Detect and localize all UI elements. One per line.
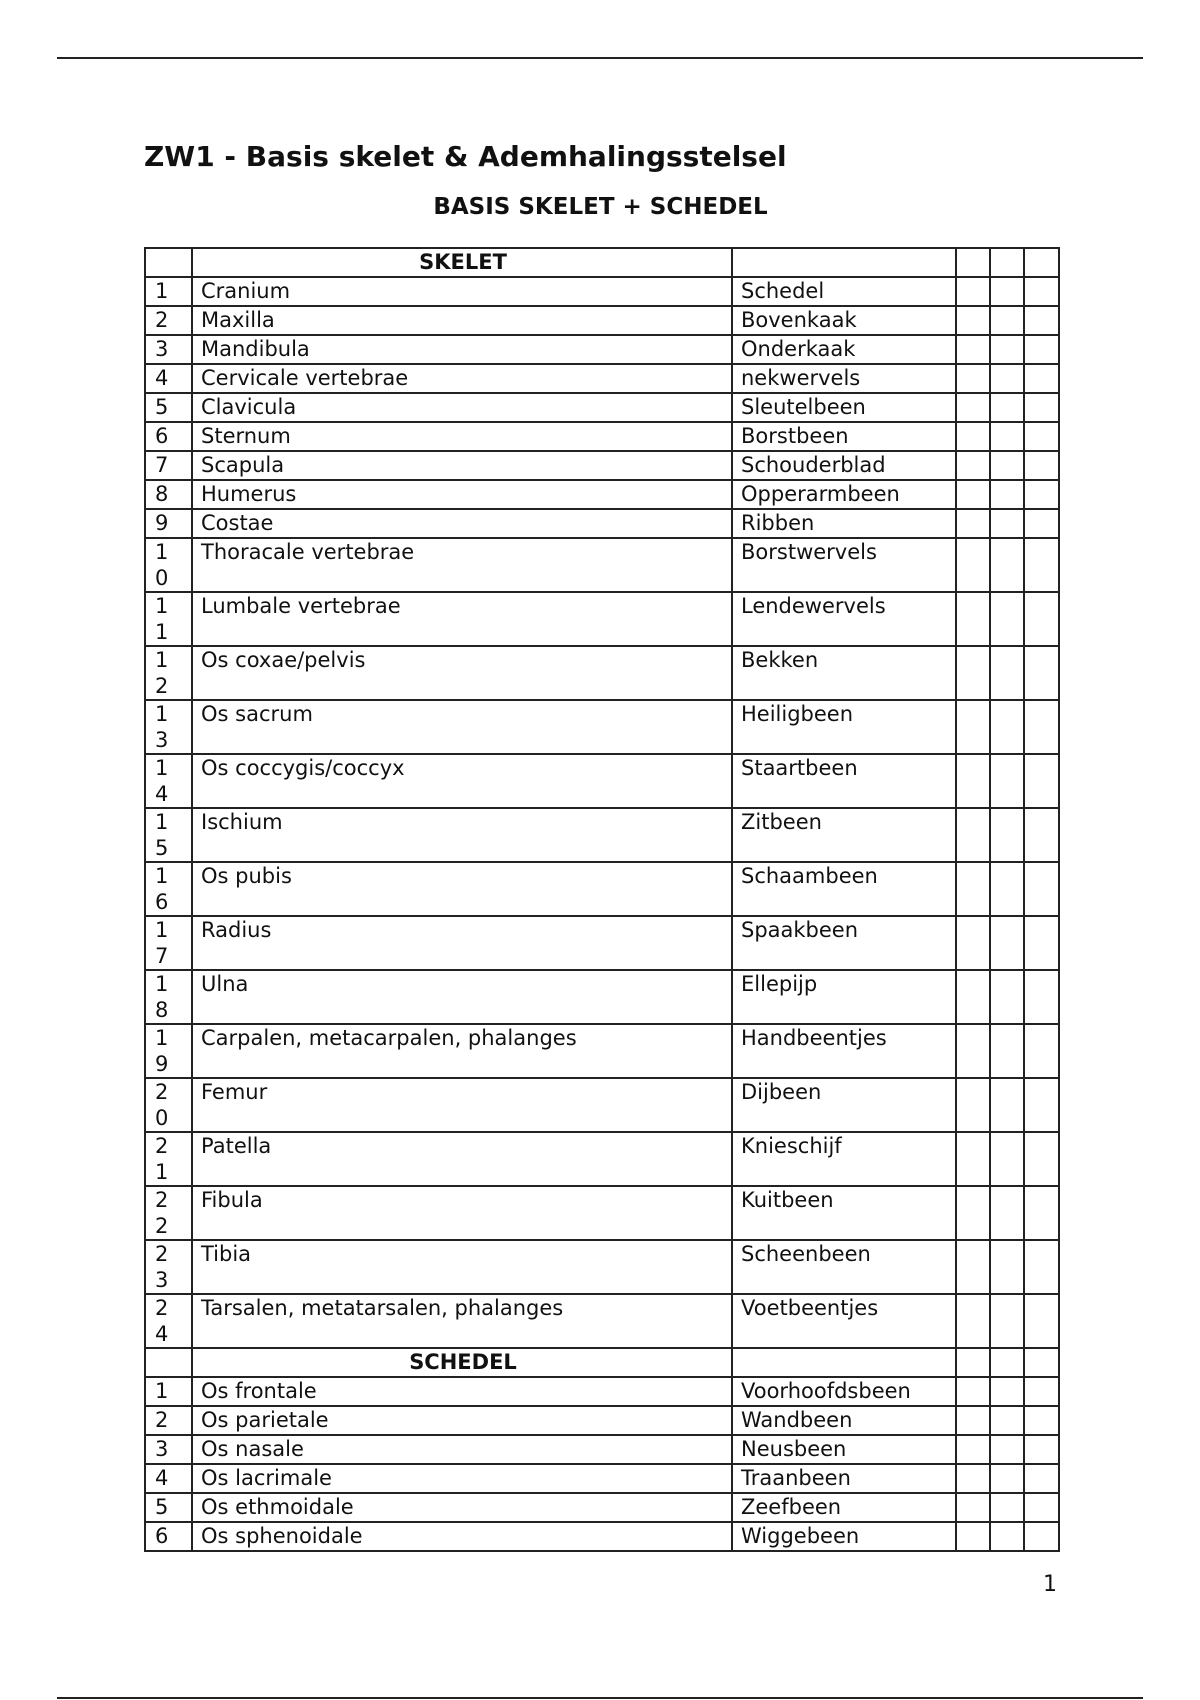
latin-name: Os sacrum xyxy=(192,700,732,754)
row-number: 21 xyxy=(145,1132,192,1186)
check-cell[interactable] xyxy=(1024,1493,1059,1522)
check-cell[interactable] xyxy=(956,808,990,862)
row-number: 11 xyxy=(145,592,192,646)
check-cell[interactable] xyxy=(1024,808,1059,862)
check-cell[interactable] xyxy=(956,1377,990,1406)
dutch-name: Neusbeen xyxy=(732,1435,956,1464)
table-row xyxy=(145,1186,1059,1240)
dutch-name: Dijbeen xyxy=(732,1078,956,1132)
check-cell[interactable] xyxy=(956,1493,990,1522)
page-number: 1 xyxy=(1043,1572,1057,1597)
table-row xyxy=(145,1377,1059,1406)
check-cell[interactable] xyxy=(1024,862,1059,916)
row-number: 5 xyxy=(145,1493,192,1522)
check-cell[interactable] xyxy=(990,1132,1024,1186)
table-row xyxy=(145,970,1059,1024)
section-heading: SKELET xyxy=(192,248,732,277)
check-cell[interactable] xyxy=(1024,1348,1059,1377)
heading-dutch-cell xyxy=(732,248,956,277)
check-cell[interactable] xyxy=(990,700,1024,754)
latin-name: Cervicale vertebrae xyxy=(192,364,732,393)
dutch-name: Ribben xyxy=(732,509,956,538)
latin-name: Clavicula xyxy=(192,393,732,422)
check-cell[interactable] xyxy=(1024,1435,1059,1464)
check-cell[interactable] xyxy=(990,1435,1024,1464)
table-row xyxy=(145,862,1059,916)
latin-name: Sternum xyxy=(192,422,732,451)
row-number: 17 xyxy=(145,916,192,970)
check-cell[interactable] xyxy=(990,1294,1024,1348)
check-cell[interactable] xyxy=(1024,1186,1059,1240)
table-row xyxy=(145,1078,1059,1132)
check-cell[interactable] xyxy=(1024,700,1059,754)
dutch-name: Scheenbeen xyxy=(732,1240,956,1294)
section-heading-row xyxy=(145,248,1059,277)
row-number: 3 xyxy=(145,1435,192,1464)
dutch-name: Borstbeen xyxy=(732,422,956,451)
check-cell[interactable] xyxy=(1024,1294,1059,1348)
row-number: 4 xyxy=(145,1464,192,1493)
check-cell[interactable] xyxy=(956,1186,990,1240)
dutch-name: Heiligbeen xyxy=(732,700,956,754)
check-cell[interactable] xyxy=(1024,1406,1059,1435)
check-cell[interactable] xyxy=(956,1464,990,1493)
row-number: 15 xyxy=(145,808,192,862)
check-cell[interactable] xyxy=(956,364,990,393)
check-cell[interactable] xyxy=(990,646,1024,700)
footer-rule xyxy=(57,1697,1143,1699)
check-cell[interactable] xyxy=(990,1186,1024,1240)
table-row xyxy=(145,916,1059,970)
check-cell[interactable] xyxy=(956,393,990,422)
dutch-name: Schaambeen xyxy=(732,862,956,916)
check-cell[interactable] xyxy=(990,393,1024,422)
table-row xyxy=(145,1522,1059,1551)
check-cell[interactable] xyxy=(956,1294,990,1348)
check-cell[interactable] xyxy=(1024,916,1059,970)
heading-num-cell xyxy=(145,248,192,277)
table-row xyxy=(145,808,1059,862)
latin-name: Fibula xyxy=(192,1186,732,1240)
latin-name: Os ethmoidale xyxy=(192,1493,732,1522)
row-number: 1 xyxy=(145,277,192,306)
dutch-name: Wandbeen xyxy=(732,1406,956,1435)
dutch-name: Zitbeen xyxy=(732,808,956,862)
check-cell[interactable] xyxy=(990,1240,1024,1294)
check-cell[interactable] xyxy=(990,306,1024,335)
dutch-name: Spaakbeen xyxy=(732,916,956,970)
check-cell[interactable] xyxy=(1024,451,1059,480)
check-cell[interactable] xyxy=(990,1024,1024,1078)
row-number: 5 xyxy=(145,393,192,422)
row-number: 6 xyxy=(145,1522,192,1551)
table-row xyxy=(145,1132,1059,1186)
check-cell[interactable] xyxy=(1024,592,1059,646)
section-title: BASIS SKELET + SCHEDEL xyxy=(433,194,768,220)
check-cell[interactable] xyxy=(1024,277,1059,306)
table-row xyxy=(145,1435,1059,1464)
check-cell[interactable] xyxy=(1024,1024,1059,1078)
check-cell[interactable] xyxy=(956,480,990,509)
check-cell[interactable] xyxy=(990,592,1024,646)
latin-name: Thoracale vertebrae xyxy=(192,538,732,592)
row-number: 12 xyxy=(145,646,192,700)
check-cell[interactable] xyxy=(956,970,990,1024)
heading-dutch-cell xyxy=(732,1348,956,1377)
latin-name: Os parietale xyxy=(192,1406,732,1435)
check-cell[interactable] xyxy=(1024,1132,1059,1186)
check-cell[interactable] xyxy=(1024,646,1059,700)
dutch-name: Schedel xyxy=(732,277,956,306)
check-cell[interactable] xyxy=(990,451,1024,480)
check-cell[interactable] xyxy=(990,248,1024,277)
latin-name: Lumbale vertebrae xyxy=(192,592,732,646)
table-row xyxy=(145,1493,1059,1522)
table-row xyxy=(145,1406,1059,1435)
dutch-name: Bovenkaak xyxy=(732,306,956,335)
dutch-name: Sleutelbeen xyxy=(732,393,956,422)
dutch-name: Borstwervels xyxy=(732,538,956,592)
check-cell[interactable] xyxy=(990,1377,1024,1406)
row-number: 10 xyxy=(145,538,192,592)
check-cell[interactable] xyxy=(956,754,990,808)
check-cell[interactable] xyxy=(990,480,1024,509)
check-cell[interactable] xyxy=(990,422,1024,451)
row-number: 7 xyxy=(145,451,192,480)
check-cell[interactable] xyxy=(1024,480,1059,509)
dutch-name: Bekken xyxy=(732,646,956,700)
row-number: 18 xyxy=(145,970,192,1024)
table-row xyxy=(145,1294,1059,1348)
latin-name: Scapula xyxy=(192,451,732,480)
check-cell[interactable] xyxy=(990,808,1024,862)
document-title: ZW1 - Basis skelet & Ademhalingsstelsel xyxy=(144,140,787,173)
dutch-name: Ellepijp xyxy=(732,970,956,1024)
row-number: 24 xyxy=(145,1294,192,1348)
check-cell[interactable] xyxy=(1024,364,1059,393)
row-number: 3 xyxy=(145,335,192,364)
row-number: 2 xyxy=(145,1406,192,1435)
row-number: 4 xyxy=(145,364,192,393)
table-row xyxy=(145,754,1059,808)
check-cell[interactable] xyxy=(990,862,1024,916)
table-row xyxy=(145,646,1059,700)
row-number: 22 xyxy=(145,1186,192,1240)
row-number: 8 xyxy=(145,480,192,509)
row-number: 13 xyxy=(145,700,192,754)
table-row xyxy=(145,277,1059,306)
latin-name: Tarsalen, metatarsalen, phalanges xyxy=(192,1294,732,1348)
table-row xyxy=(145,306,1059,335)
dutch-name: Voetbeentjes xyxy=(732,1294,956,1348)
check-cell[interactable] xyxy=(956,538,990,592)
row-number: 14 xyxy=(145,754,192,808)
check-cell[interactable] xyxy=(1024,1377,1059,1406)
latin-name: Costae xyxy=(192,509,732,538)
check-cell[interactable] xyxy=(1024,248,1059,277)
check-cell[interactable] xyxy=(1024,1078,1059,1132)
check-cell[interactable] xyxy=(956,916,990,970)
row-number: 16 xyxy=(145,862,192,916)
check-cell[interactable] xyxy=(956,1240,990,1294)
table-row xyxy=(145,700,1059,754)
dutch-name: Voorhoofdsbeen xyxy=(732,1377,956,1406)
bone-table xyxy=(144,247,1060,1552)
check-cell[interactable] xyxy=(990,1522,1024,1551)
latin-name: Os lacrimale xyxy=(192,1464,732,1493)
latin-name: Patella xyxy=(192,1132,732,1186)
latin-name: Humerus xyxy=(192,480,732,509)
row-number: 23 xyxy=(145,1240,192,1294)
check-cell[interactable] xyxy=(990,1078,1024,1132)
check-cell[interactable] xyxy=(990,1348,1024,1377)
latin-name: Femur xyxy=(192,1078,732,1132)
table-row xyxy=(145,592,1059,646)
check-cell[interactable] xyxy=(990,754,1024,808)
check-cell[interactable] xyxy=(1024,538,1059,592)
check-cell[interactable] xyxy=(1024,1522,1059,1551)
row-number: 2 xyxy=(145,306,192,335)
dutch-name: Zeefbeen xyxy=(732,1493,956,1522)
table-row xyxy=(145,1024,1059,1078)
latin-name: Os pubis xyxy=(192,862,732,916)
bone-table-body xyxy=(145,248,1059,1551)
check-cell[interactable] xyxy=(990,916,1024,970)
latin-name: Maxilla xyxy=(192,306,732,335)
table-row xyxy=(145,364,1059,393)
dutch-name: Onderkaak xyxy=(732,335,956,364)
dutch-name: Kuitbeen xyxy=(732,1186,956,1240)
check-cell[interactable] xyxy=(956,1522,990,1551)
row-number: 9 xyxy=(145,509,192,538)
check-cell[interactable] xyxy=(990,970,1024,1024)
latin-name: Os nasale xyxy=(192,1435,732,1464)
row-number: 20 xyxy=(145,1078,192,1132)
check-cell[interactable] xyxy=(956,1132,990,1186)
check-cell[interactable] xyxy=(990,277,1024,306)
row-number: 1 xyxy=(145,1377,192,1406)
check-cell[interactable] xyxy=(990,509,1024,538)
check-cell[interactable] xyxy=(990,1464,1024,1493)
check-cell[interactable] xyxy=(956,1406,990,1435)
check-cell[interactable] xyxy=(1024,335,1059,364)
header-rule xyxy=(57,57,1143,59)
check-cell[interactable] xyxy=(956,1024,990,1078)
table-row xyxy=(145,480,1059,509)
dutch-name: Traanbeen xyxy=(732,1464,956,1493)
section-heading-row xyxy=(145,1348,1059,1377)
check-cell[interactable] xyxy=(956,451,990,480)
check-cell[interactable] xyxy=(956,592,990,646)
table-row xyxy=(145,422,1059,451)
dutch-name: Staartbeen xyxy=(732,754,956,808)
check-cell[interactable] xyxy=(1024,306,1059,335)
section-heading: SCHEDEL xyxy=(192,1348,732,1377)
check-cell[interactable] xyxy=(956,646,990,700)
row-number: 6 xyxy=(145,422,192,451)
check-cell[interactable] xyxy=(956,248,990,277)
check-cell[interactable] xyxy=(1024,1464,1059,1493)
table-row xyxy=(145,509,1059,538)
check-cell[interactable] xyxy=(956,335,990,364)
table-row xyxy=(145,393,1059,422)
latin-name: Os frontale xyxy=(192,1377,732,1406)
latin-name: Mandibula xyxy=(192,335,732,364)
check-cell[interactable] xyxy=(990,1406,1024,1435)
latin-name: Ulna xyxy=(192,970,732,1024)
dutch-name: nekwervels xyxy=(732,364,956,393)
latin-name: Carpalen, metacarpalen, phalanges xyxy=(192,1024,732,1078)
latin-name: Os coccygis/coccyx xyxy=(192,754,732,808)
check-cell[interactable] xyxy=(956,306,990,335)
table-row xyxy=(145,1464,1059,1493)
check-cell[interactable] xyxy=(990,364,1024,393)
check-cell[interactable] xyxy=(1024,393,1059,422)
check-cell[interactable] xyxy=(956,422,990,451)
check-cell[interactable] xyxy=(1024,422,1059,451)
dutch-name: Opperarmbeen xyxy=(732,480,956,509)
dutch-name: Wiggebeen xyxy=(732,1522,956,1551)
latin-name: Ischium xyxy=(192,808,732,862)
check-cell[interactable] xyxy=(956,1078,990,1132)
check-cell[interactable] xyxy=(956,1348,990,1377)
dutch-name: Schouderblad xyxy=(732,451,956,480)
check-cell[interactable] xyxy=(1024,754,1059,808)
table-row xyxy=(145,451,1059,480)
check-cell[interactable] xyxy=(956,1435,990,1464)
check-cell[interactable] xyxy=(1024,509,1059,538)
check-cell[interactable] xyxy=(1024,970,1059,1024)
latin-name: Os coxae/pelvis xyxy=(192,646,732,700)
latin-name: Tibia xyxy=(192,1240,732,1294)
latin-name: Radius xyxy=(192,916,732,970)
check-cell[interactable] xyxy=(956,509,990,538)
check-cell[interactable] xyxy=(1024,1240,1059,1294)
check-cell[interactable] xyxy=(990,1493,1024,1522)
table-row xyxy=(145,1240,1059,1294)
table-row xyxy=(145,335,1059,364)
dutch-name: Knieschijf xyxy=(732,1132,956,1186)
check-cell[interactable] xyxy=(956,277,990,306)
latin-name: Os sphenoidale xyxy=(192,1522,732,1551)
row-number: 19 xyxy=(145,1024,192,1078)
table-row xyxy=(145,538,1059,592)
check-cell[interactable] xyxy=(956,700,990,754)
check-cell[interactable] xyxy=(956,862,990,916)
dutch-name: Handbeentjes xyxy=(732,1024,956,1078)
dutch-name: Lendewervels xyxy=(732,592,956,646)
check-cell[interactable] xyxy=(990,538,1024,592)
heading-num-cell xyxy=(145,1348,192,1377)
check-cell[interactable] xyxy=(990,335,1024,364)
latin-name: Cranium xyxy=(192,277,732,306)
